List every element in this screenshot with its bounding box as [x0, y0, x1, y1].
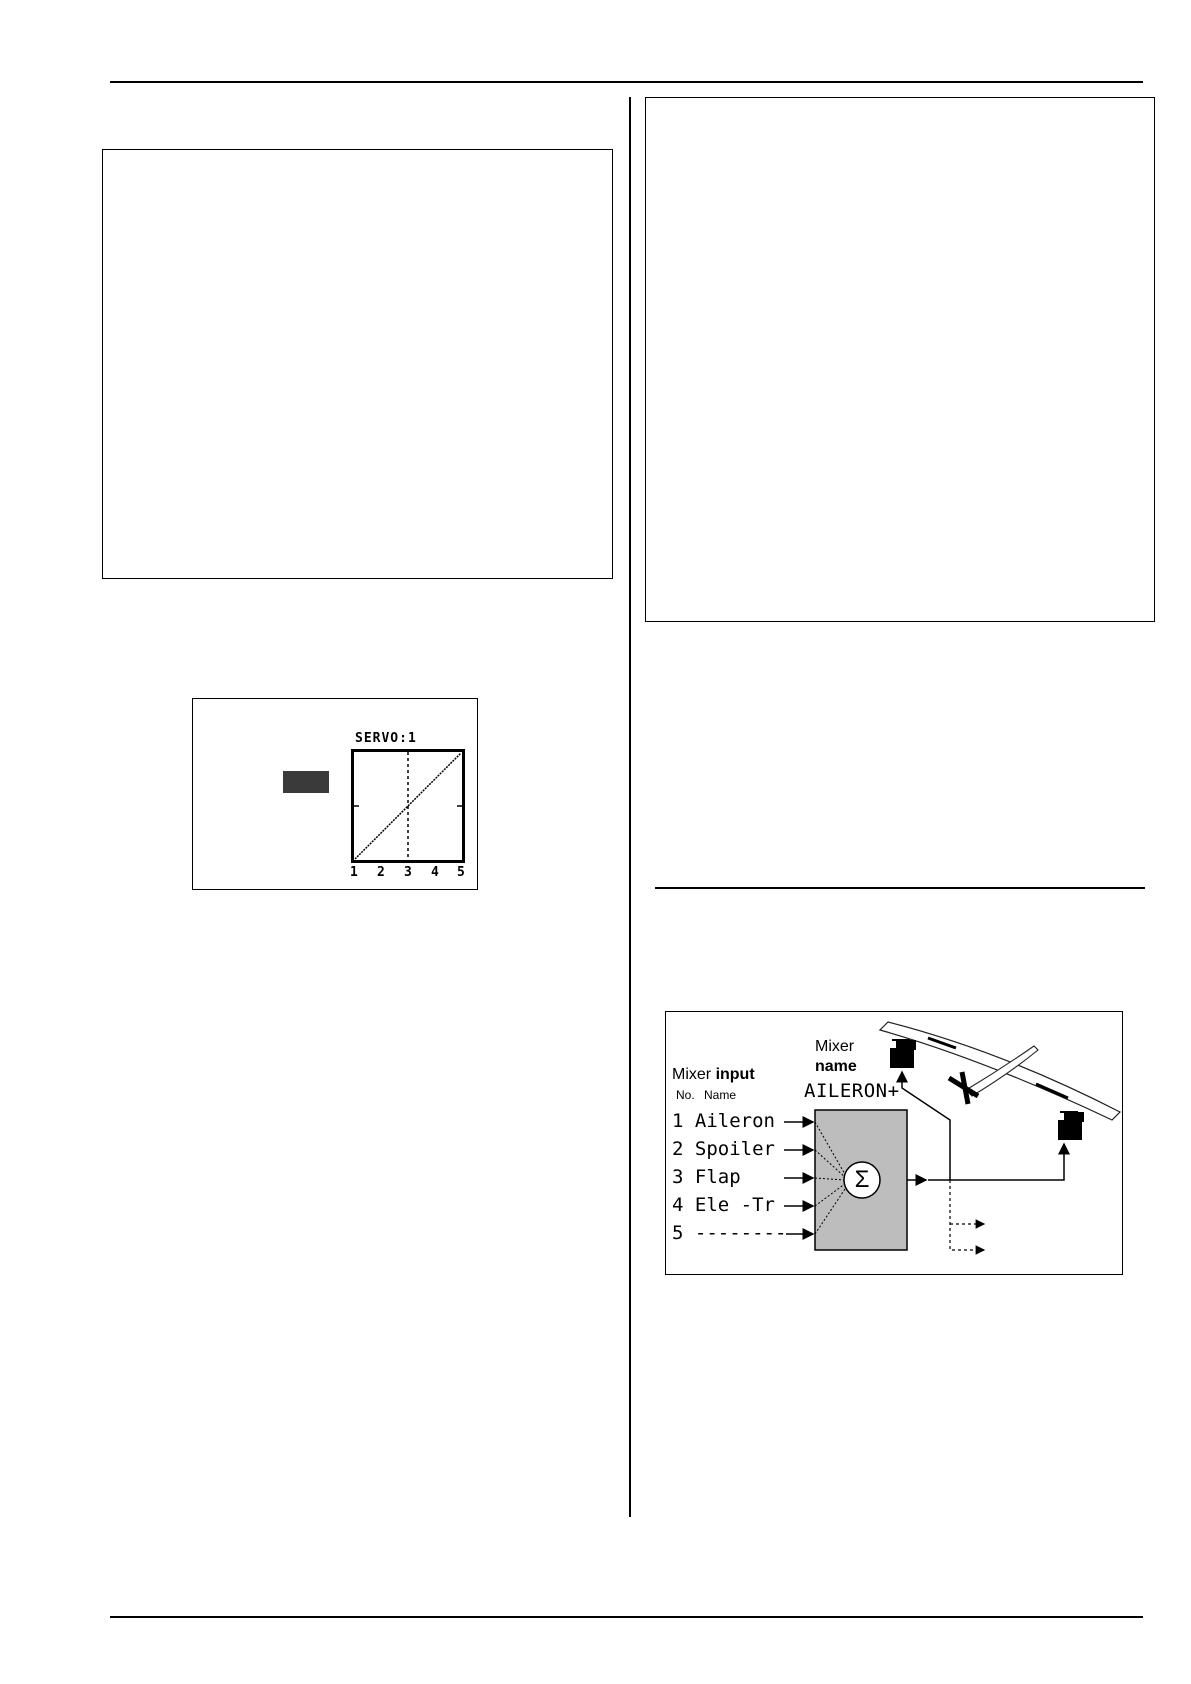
name-label: name: [815, 1058, 857, 1075]
servo-display-screen: [192, 698, 478, 890]
x-tick-2: 2: [377, 865, 386, 880]
servo-title: SERVO:1: [355, 731, 417, 746]
left-info-box: [102, 149, 613, 579]
name-column-label: Name: [704, 1088, 737, 1102]
x-tick-labels: [351, 865, 465, 881]
input-3-no: 3: [672, 1166, 684, 1188]
servo-curve-graph: [351, 749, 465, 863]
input-2-no: 2: [672, 1138, 684, 1160]
input-1-no: 1: [672, 1110, 684, 1132]
header-rule: [110, 81, 1143, 83]
input-5-no: 5: [672, 1222, 684, 1244]
footer-rule: [110, 1616, 1143, 1618]
input-4: [672, 1194, 775, 1216]
input-4-name: Ele -Tr: [694, 1194, 775, 1216]
input-2-name: Spoiler: [694, 1138, 775, 1160]
right-info-box: [645, 97, 1155, 622]
glider-illustration: [880, 1022, 1120, 1120]
input-arrows: [784, 1122, 813, 1234]
section-rule: [655, 887, 1145, 889]
dashed-outputs: [950, 1180, 984, 1250]
input-1: [672, 1110, 775, 1132]
mixer-diagram: [665, 1011, 1123, 1275]
highlight-block: [283, 771, 329, 793]
input-3: [672, 1166, 741, 1188]
input-3-name: Flap: [694, 1166, 741, 1188]
mixer-label: Mixer: [815, 1038, 855, 1055]
input-4-no: 4: [672, 1194, 684, 1216]
x-tick-1: 1: [350, 865, 359, 880]
right-servo-icon: [1058, 1112, 1084, 1140]
input-5-name: --------: [694, 1222, 787, 1244]
input-heading: [672, 1066, 755, 1084]
mixer-name: AILERON+: [804, 1080, 900, 1102]
left-servo-icon: [890, 1040, 916, 1068]
sum-symbol: Σ: [854, 1166, 870, 1193]
input-2: [672, 1138, 775, 1160]
no-label: No.: [676, 1088, 695, 1102]
input-5: [672, 1222, 786, 1244]
column-divider: [629, 97, 631, 1517]
x-tick-5: 5: [457, 865, 466, 880]
x-tick-4: 4: [431, 865, 440, 880]
input-1-name: Aileron: [694, 1110, 775, 1132]
input-heading-bold: input: [715, 1066, 755, 1083]
x-tick-3: 3: [404, 865, 413, 880]
input-heading-regular: Mixer: [672, 1066, 716, 1083]
